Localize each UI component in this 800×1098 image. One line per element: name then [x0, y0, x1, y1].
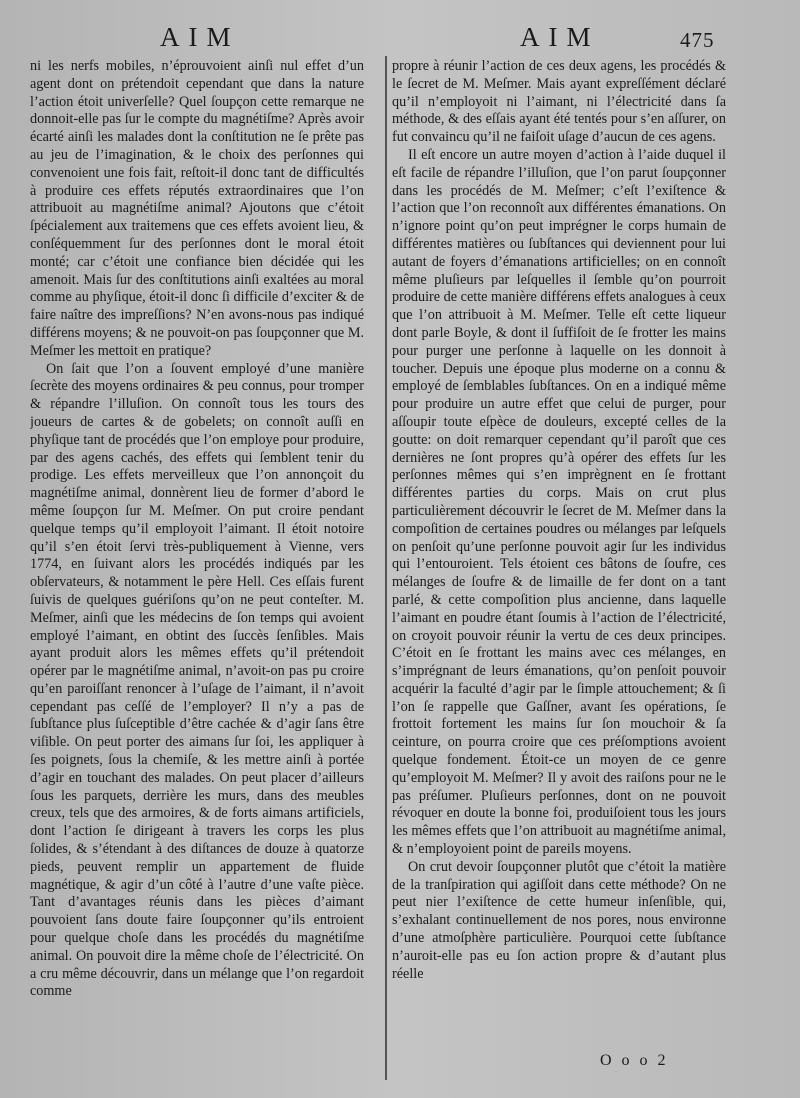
right-paragraph-3: On crut devoir ſoupçonner plutôt que c’étoit la matière de la tranſpiration qui agiſſoit dans cette méthode? On ne peut nier l’exiſtence de cette humeur inſenſible, qui, s’exhalant continuellement de nos pores, nous environne d’une atmoſphère particulière. Pourquoi cette ſubſtance n’auroit-elle pas eu ſon action propre & d’autant plus réelle	[392, 858, 726, 982]
page-number: 475	[680, 28, 715, 52]
left-paragraph-1: ni les nerfs mobiles, n’éprouvoient ainſi nul effet d’un agent dont on prétendoit cependant que dans la nature l’action étoit univerſelle? Quel ſoupçon cette remarque ne donnoit-elle pas ſur le compte du magnétiſme? Après avoir écarté ainſi les malades dont la conſtitution ne ſe prête pas au jeu de l’imagination, & le choix des perſonnes qui convenoient une fois fait, reſtoit-il donc tant de difficultés à produire ces effets réputés extraordinaires que l’on attribuoit au magnétiſme animal? Ajoutons que c’étoit ſpécialement aux traitemens que ces effets avoient lieu, & conſéquemment ſur des perſonnes dont le moral étoit monté; car c’étoit une confiance bien décidée qui les amenoit. Mais ſur des conſtitutions ainſi exaltées au moral comme au phyſique, étoit-il donc ſi difficile d’exciter & de faire naître des impreſſions? N’en avons-nous pas indiqué différens moyens; & ne pouvoit-on pas ſoupçonner que M. Meſmer les mettoit en pratique?	[30, 58, 364, 359]
left-column	[30, 58, 364, 1088]
right-paragraph-2: Il eſt encore un autre moyen d’action à l’aide duquel il eſt facile de répandre l’illuſion, que l’on parut ſoupçonner dans les procédés de M. Meſmer; c’eſt l’exiſtence & l’action que l’on reconnoît aux différentes émanations. On n’ignore point qu’on peut imprégner le corps humain de différentes matières ou ſubſtances qui deviennent pour lui autant de foyers d’émanations artificielles; on en connoît même pluſieurs par leſquelles il ſemble qu’on pourroit produire de cette manière différens effets analogues à ceux que l’on attribuoit à M. Meſmer. Telle eſt cette liqueur dont parle Boyle, & dont il ſuffiſoit de ſe frotter les mains pour purger une perſonne à laquelle on les donnoit à toucher. Depuis une époque plus moderne on a connu & employé de ſemblables ſubſtances. On en a indiqué même pour produire un autre effet que celui de purger, pour aſſoupir toute eſpèce de douleurs, excepté celles de la goutte: on doit remarquer cependant qu’il paroît que ces dernières ne ſont propres qu’à opérer des effets ſur les perſonnes mêmes qui s’en imprègnent en ſe frottant différentes parties du corps. Mais on crut plus particulièrement découvrir le ſecret de M. Meſmer dans la compoſition de certaines poudres ou mélanges par leſquels on penſoit qu’une perſonne pouvoit agir ſur les individus qui l’entouroient. Tels étoient ces bâtons de ſoufre, ces mélanges de ſoufre & de limaille de fer dont on a tant parlé, & cette compoſition plus ancienne, dans laquelle l’aimant en poudre étant ſoumis à l’action de l’électricité, on croyoit pouvoir réunir la vertu de ces deux principes. C’étoit en ſe frottant les mains avec ces mélanges, en s’imprégnant de leurs émanations, qu’on penſoit pouvoir acquérir la faculté d’agir par le ſimple attouchement; & ſi l’on ſe rappelle que Gaſſner, avant ſes opérations, ſe frottoit fortement les mains ſur ſon mouchoir & ſa ceinture, on pourra croire que ces préſomptions avoient quelque fondement. Étoit-ce un moyen de ce genre qu’employoit M. Meſmer? Il y avoit des raiſons pour ne le pas préſumer. Pluſieurs perſonnes, dont on ne pouvoit révoquer en doute la bonne foi, produiſoient tous les jours les mêmes effets que l’on attribuoit au magnétiſme animal, & n’employoient point de pareils moyens.	[392, 146, 726, 858]
header-right-title: AIM	[520, 22, 600, 52]
running-header	[0, 22, 800, 56]
left-paragraph-2: On ſait que l’on a ſouvent employé d’une manière ſecrète des moyens ordinaires & peu connus, pour tromper & répandre l’illuſion. On connoît tous les tours des joueurs de cartes & de gobelets; on connoît auſſi en phyſique tant de procédés que l’on employe pour produire, par des agens cachés, des effets qui ſemblent tenir du prodige. Les effets merveilleux que l’on annonçoit du magnétiſme animal, donnèrent lieu de former d’abord le même ſoupçon ſur M. Meſmer. On put croire pendant quelque temps qu’il employoit l’aimant. Il étoit notoire qu’il s’en étoit ſervi très-publiquement à Vienne, vers 1774, en ſuivant alors les procédés indiqués par les obſervateurs, & notamment le père Hell. Ces eſſais furent ſuivis de quelques guériſons qu’on ne peut conteſter. M. Meſmer, ainſi que les médecins de ſon temps qui avoient employé l’aimant, en obtint des ſuccès ſenſibles. Mais ayant produit alors les mêmes effets qu’il prétendoit opérer par le magnétiſme animal, n’avoit-on pas pu croire qu’en paroiſſant renoncer à l’uſage de l’aimant, il n’avoit cependant pas ceſſé de l’employer? Il n’y a pas de ſubſtance plus ſuſceptible d’être cachée & d’agir ſans être viſible. On peut porter des aimans ſur ſoi, les appliquer à ſes poignets, ſous la chemiſe, & les mettre ainſi à portée d’agir en touchant des malades. On peut placer d’ailleurs ſous les parquets, derrière les murs, dans des meubles creux, tels que des armoires, & de forts aimans artificiels, dont l’action ſe dirigeant à travers les corps les plus ſolides, & s’étendant à des diſtances de douze à quatorze pieds, peuvent remplir un appartement de fluide magnétique, & agir d’un côté à l’autre d’une vaſte pièce. Tant d’avantages réunis dans les pièces d’aimant pouvoient ſans doute faire ſoupçonner qu’ils entroient pour quelque choſe dans les procédés du magnétiſme animal. On pouvoit dire la même choſe de l’électricité. On a cru même découvrir, dans un mélange que l’on regardoit comme	[30, 360, 364, 1000]
right-paragraph-1: propre à réunir l’action de ces deux agens, les procédés & le ſecret de M. Meſmer. Mais ayant expreſſément déclaré qu’il n’employoit ni l’aimant, ni l’électricité dans ſa méthode, & des eſſais ayant été tentés pour s’en aſſurer, on fut convaincu qu’il ne faiſoit uſage d’aucun de ces agens.	[392, 58, 726, 146]
signature-mark: O o o 2	[600, 1052, 669, 1069]
right-column	[392, 58, 726, 1088]
header-left-title: AIM	[160, 22, 240, 52]
column-divider	[385, 56, 387, 1080]
